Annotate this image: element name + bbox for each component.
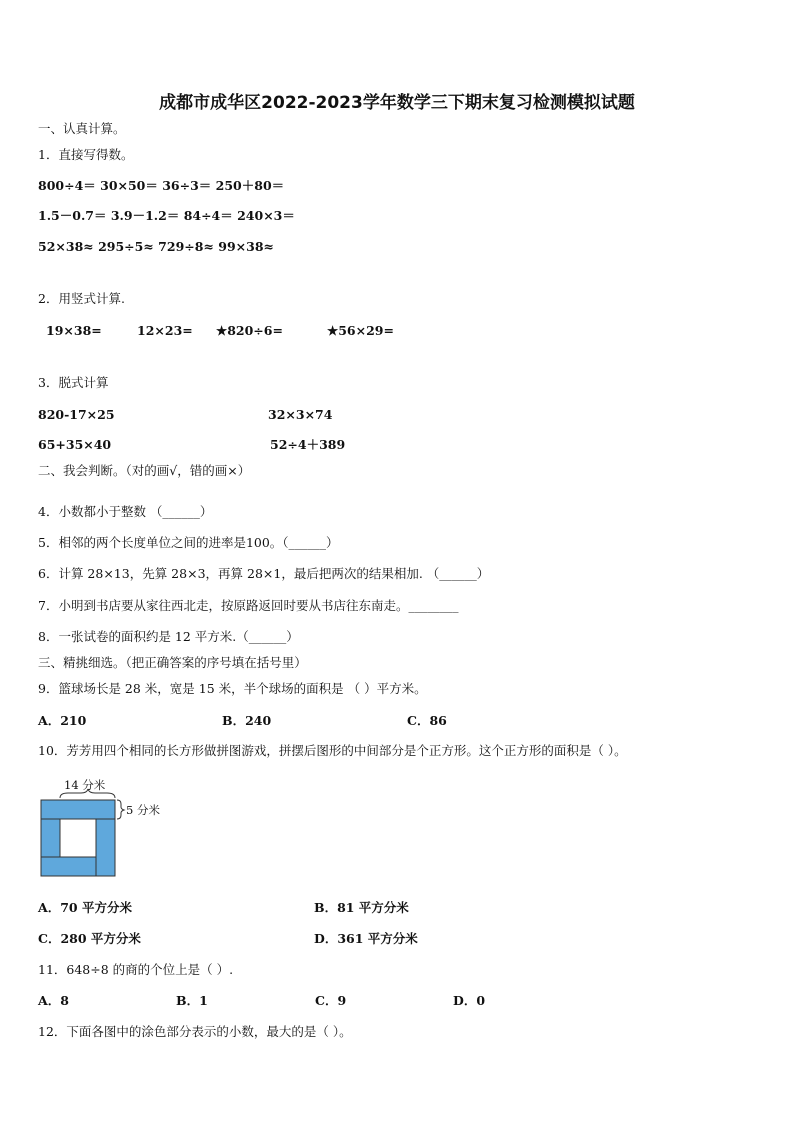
puzzle-rect-top	[41, 800, 115, 819]
stepwise-calc-item: 65+35×40	[38, 437, 112, 452]
rectangle-puzzle-figure	[36, 776, 166, 886]
vertical-calc-item: 19×38=	[46, 323, 102, 338]
option: C．9	[315, 993, 347, 1008]
option: A．210	[38, 713, 87, 728]
puzzle-rect-left	[41, 819, 60, 857]
option: D．361 平方分米	[314, 931, 418, 946]
stepwise-calc-item: 32×3×74	[268, 407, 333, 422]
option: B．81 平方分米	[314, 900, 409, 915]
option: A．70 平方分米	[38, 900, 132, 915]
calc-row: 1.5－0.7＝ 3.9－1.2＝ 84÷4＝ 240×3＝	[38, 208, 295, 223]
judge-item: 5．相邻的两个长度单位之间的进率是100。（______）	[38, 535, 339, 550]
judge-item: 8．一张试卷的面积约是 12 平方米.（______）	[38, 629, 299, 644]
puzzle-rect-right	[96, 819, 115, 876]
judge-item: 4．小数都小于整数 （______）	[38, 504, 213, 519]
page-title: 成都市成华区2022-2023学年数学三下期末复习检测模拟试题	[159, 93, 635, 113]
vertical-calc-item: ★56×29=	[327, 323, 394, 338]
section-heading: 三、精挑细选。（把正确答案的序号填在括号里）	[38, 655, 307, 670]
option: D．0	[453, 993, 486, 1008]
option: B．240	[222, 713, 272, 728]
option: C．86	[407, 713, 447, 728]
calc-row: 52×38≈ 295÷5≈ 729÷8≈ 99×38≈	[38, 239, 275, 254]
center-square	[60, 819, 96, 857]
option: A．8	[38, 993, 69, 1008]
label-top: 14 分米	[64, 778, 106, 792]
section-heading: 二、我会判断。（对的画√，错的画×）	[38, 463, 251, 478]
label-side: 5 分米	[126, 803, 160, 817]
question-stem: 11．648÷8 的商的个位上是（ ）.	[38, 962, 234, 977]
stepwise-calc-item: 52÷4＋389	[270, 437, 346, 452]
question-stem: 12．下面各图中的涂色部分表示的小数，最大的是（ ）。	[38, 1024, 352, 1039]
option: B．1	[176, 993, 208, 1008]
side-brace	[117, 800, 124, 819]
stepwise-calc-item: 820-17×25	[38, 407, 115, 422]
calc-row: 800÷4＝ 30×50＝ 36÷3＝ 250＋80＝	[38, 178, 285, 193]
question-stem: 10．芳芳用四个相同的长方形做拼图游戏，拼摆后图形的中间部分是个正方形。这个正方形的面积是（ ）。	[38, 743, 627, 758]
vertical-calc-item: 12×23=	[137, 323, 193, 338]
question-label: 1．直接写得数。	[38, 147, 134, 162]
option: C．280 平方分米	[38, 931, 141, 946]
question-stem: 9．篮球场长是 28 米，宽是 15 米，半个球场的面积是 （ ）平方米。	[38, 681, 427, 696]
section-heading: 一、认真计算。	[38, 121, 126, 136]
judge-item: 7．小明到书店要从家往西北走，按原路返回时要从书店往东南走。________	[38, 598, 459, 613]
vertical-calc-item: ★820÷6=	[216, 323, 283, 338]
question-label: 2．用竖式计算.	[38, 291, 125, 306]
puzzle-rect-bottom	[41, 857, 96, 876]
question-label: 3．脱式计算	[38, 375, 109, 390]
judge-item: 6．计算 28×13，先算 28×3，再算 28×1，最后把两次的结果相加. （______）	[38, 566, 490, 581]
